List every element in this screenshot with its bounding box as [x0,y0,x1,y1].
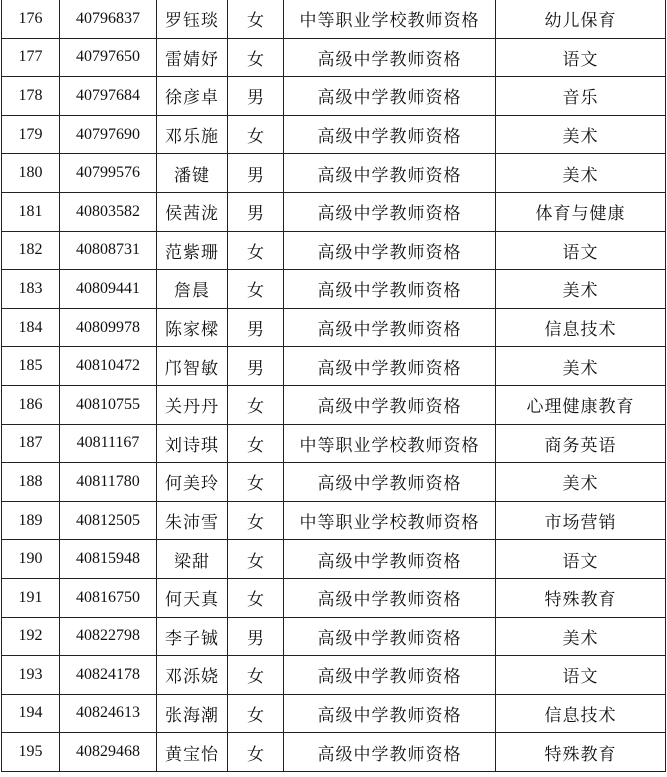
row-number-cell: 176 [2,0,60,38]
gender-cell: 男 [228,347,284,386]
row-number-cell: 182 [2,231,60,270]
subject-cell: 幼儿保育 [496,0,666,38]
candidate-id-cell: 40810755 [60,385,157,424]
subject-cell: 美术 [496,463,666,502]
qualification-cell: 高级中学教师资格 [284,270,496,309]
name-cell: 邝智敏 [157,347,228,386]
table-row [2,154,666,193]
name-cell: 侯茜泷 [157,192,228,231]
gender-cell: 女 [228,463,284,502]
subject-cell: 语文 [496,231,666,270]
table-row [2,308,666,347]
subject-cell: 语文 [496,38,666,77]
subject-cell: 语文 [496,656,666,695]
subject-cell: 美术 [496,154,666,193]
gender-cell: 女 [228,38,284,77]
candidate-id-cell: 40811167 [60,424,157,463]
qualification-cell: 高级中学教师资格 [284,77,496,116]
name-cell: 邓乐施 [157,115,228,154]
gender-cell: 女 [228,501,284,540]
subject-cell: 特殊教育 [496,578,666,617]
qualification-cell: 高级中学教师资格 [284,733,496,772]
qualification-cell: 高级中学教师资格 [284,231,496,270]
table-row [2,501,666,540]
qualification-cell: 中等职业学校教师资格 [284,501,496,540]
qualification-cell: 高级中学教师资格 [284,115,496,154]
subject-cell: 市场营销 [496,501,666,540]
row-number-cell: 184 [2,308,60,347]
row-number-cell: 180 [2,154,60,193]
row-number-cell: 187 [2,424,60,463]
name-cell: 徐彦卓 [157,77,228,116]
subject-cell: 特殊教育 [496,733,666,772]
candidate-id-cell: 40808731 [60,231,157,270]
candidate-id-cell: 40811780 [60,463,157,502]
name-cell: 何美玲 [157,463,228,502]
candidate-id-cell: 40797650 [60,38,157,77]
name-cell: 何天真 [157,578,228,617]
table-row [2,192,666,231]
table-row [2,540,666,579]
row-number-cell: 177 [2,38,60,77]
gender-cell: 男 [228,154,284,193]
subject-cell: 音乐 [496,77,666,116]
name-cell: 罗钰琰 [157,0,228,38]
name-cell: 张海潮 [157,694,228,733]
row-number-cell: 186 [2,385,60,424]
candidate-id-cell: 40797690 [60,115,157,154]
gender-cell: 女 [228,694,284,733]
table-row [2,77,666,116]
name-cell: 梁甜 [157,540,228,579]
subject-cell: 商务英语 [496,424,666,463]
table-row [2,617,666,656]
qualification-cell: 高级中学教师资格 [284,347,496,386]
subject-cell: 美术 [496,347,666,386]
subject-cell: 信息技术 [496,694,666,733]
name-cell: 李子铖 [157,617,228,656]
gender-cell: 男 [228,308,284,347]
candidate-id-cell: 40809441 [60,270,157,309]
gender-cell: 女 [228,656,284,695]
name-cell: 詹晨 [157,270,228,309]
candidate-id-cell: 40799576 [60,154,157,193]
gender-cell: 女 [228,231,284,270]
candidate-id-cell: 40829468 [60,733,157,772]
name-cell: 范紫珊 [157,231,228,270]
gender-cell: 女 [228,578,284,617]
subject-cell: 美术 [496,617,666,656]
gender-cell: 男 [228,77,284,116]
table-row [2,733,666,772]
gender-cell: 女 [228,540,284,579]
qualification-cell: 中等职业学校教师资格 [284,424,496,463]
row-number-cell: 185 [2,347,60,386]
row-number-cell: 191 [2,578,60,617]
gender-cell: 男 [228,192,284,231]
row-number-cell: 181 [2,192,60,231]
name-cell: 邓泺娆 [157,656,228,695]
table-row [2,38,666,77]
table-row [2,115,666,154]
row-number-cell: 194 [2,694,60,733]
name-cell: 朱沛雪 [157,501,228,540]
subject-cell: 美术 [496,115,666,154]
qualification-cell: 高级中学教师资格 [284,694,496,733]
qualification-cell: 高级中学教师资格 [284,578,496,617]
candidate-id-cell: 40815948 [60,540,157,579]
table-row [2,424,666,463]
qualification-cell: 高级中学教师资格 [284,308,496,347]
qualification-cell: 高级中学教师资格 [284,463,496,502]
row-number-cell: 193 [2,656,60,695]
candidate-id-cell: 40824178 [60,656,157,695]
subject-cell: 心理健康教育 [496,385,666,424]
name-cell: 陈家樑 [157,308,228,347]
subject-cell: 体育与健康 [496,192,666,231]
table-row [2,463,666,502]
candidate-id-cell: 40824613 [60,694,157,733]
table-row [2,270,666,309]
qualification-cell: 高级中学教师资格 [284,192,496,231]
subject-cell: 信息技术 [496,308,666,347]
name-cell: 雷婧妤 [157,38,228,77]
candidate-id-cell: 40822798 [60,617,157,656]
results-table [1,0,666,772]
table-row [2,0,666,38]
candidate-id-cell: 40809978 [60,308,157,347]
qualification-cell: 高级中学教师资格 [284,38,496,77]
row-number-cell: 189 [2,501,60,540]
gender-cell: 女 [228,733,284,772]
candidate-id-cell: 40816750 [60,578,157,617]
gender-cell: 女 [228,115,284,154]
row-number-cell: 192 [2,617,60,656]
row-number-cell: 178 [2,77,60,116]
qualification-cell: 中等职业学校教师资格 [284,0,496,38]
qualification-cell: 高级中学教师资格 [284,385,496,424]
subject-cell: 语文 [496,540,666,579]
row-number-cell: 183 [2,270,60,309]
name-cell: 潘键 [157,154,228,193]
candidate-id-cell: 40796837 [60,0,157,38]
row-number-cell: 188 [2,463,60,502]
candidate-id-cell: 40803582 [60,192,157,231]
row-number-cell: 190 [2,540,60,579]
gender-cell: 女 [228,0,284,38]
table-row [2,347,666,386]
qualification-cell: 高级中学教师资格 [284,656,496,695]
subject-cell: 美术 [496,270,666,309]
name-cell: 黄宝怡 [157,733,228,772]
candidate-id-cell: 40810472 [60,347,157,386]
gender-cell: 女 [228,270,284,309]
qualification-cell: 高级中学教师资格 [284,617,496,656]
gender-cell: 女 [228,424,284,463]
qualification-cell: 高级中学教师资格 [284,154,496,193]
gender-cell: 男 [228,617,284,656]
gender-cell: 女 [228,385,284,424]
table-row [2,231,666,270]
row-number-cell: 179 [2,115,60,154]
name-cell: 刘诗琪 [157,424,228,463]
candidate-id-cell: 40812505 [60,501,157,540]
table-row [2,578,666,617]
qualification-cell: 高级中学教师资格 [284,540,496,579]
table-body [2,0,666,771]
candidate-id-cell: 40797684 [60,77,157,116]
table-row [2,694,666,733]
table-row [2,385,666,424]
row-number-cell: 195 [2,733,60,772]
table-row [2,656,666,695]
name-cell: 关丹丹 [157,385,228,424]
